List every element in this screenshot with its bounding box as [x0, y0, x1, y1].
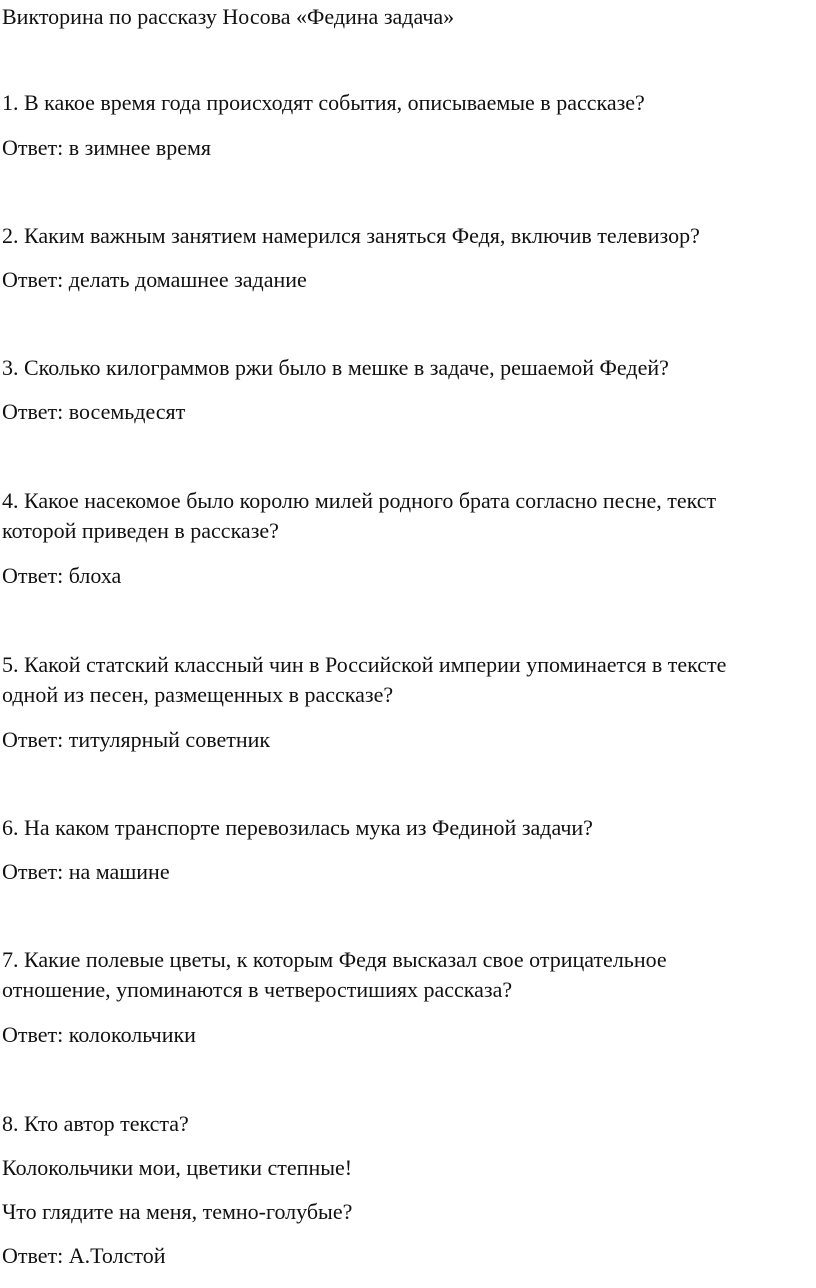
question-1: 1. В какое время года происходят события, описываемые в рассказе?: [2, 90, 645, 115]
question-6: 6. На каком транспорте перевозилась мука из Фединой задачи?: [2, 815, 593, 840]
question-7-line-2: отношение, упоминаются в четверостишиях рассказа?: [2, 977, 513, 1002]
verse-line-1: Колокольчики мои, цветики степные!: [2, 1155, 353, 1180]
question-7-line-1: 7. Какие полевые цветы, к которым Федя высказал свое отрицательное: [2, 947, 667, 972]
verse-line-2: Что глядите на меня, темно-голубые?: [2, 1199, 353, 1224]
question-2: 2. Каким важным занятием намерился заняться Федя, включив телевизор?: [2, 223, 700, 248]
answer-6: Ответ: на машине: [2, 859, 170, 884]
question-4-line-1: 4. Какое насекомое было королю милей родного брата согласно песне, текст: [2, 488, 717, 513]
answer-1: Ответ: в зимнее время: [2, 135, 212, 160]
answer-7: Ответ: колокольчики: [2, 1022, 196, 1047]
question-5-line-2: одной из песен, размещенных в рассказе?: [2, 682, 394, 707]
question-8: 8. Кто автор текста?: [2, 1111, 189, 1136]
question-4-line-2: которой приведен в рассказе?: [2, 518, 279, 543]
document-title: Викторина по рассказу Носова «Федина задача»: [2, 4, 455, 29]
answer-8: Ответ: А.Толстой: [2, 1243, 166, 1268]
answer-3: Ответ: восемьдесят: [2, 399, 186, 424]
answer-5: Ответ: титулярный советник: [2, 727, 271, 752]
answer-2: Ответ: делать домашнее задание: [2, 267, 307, 292]
question-3: 3. Сколько килограммов ржи было в мешке в задаче, решаемой Федей?: [2, 355, 669, 380]
question-5-line-1: 5. Какой статский классный чин в Российской империи упоминается в тексте: [2, 652, 727, 677]
answer-4: Ответ: блоха: [2, 563, 122, 588]
